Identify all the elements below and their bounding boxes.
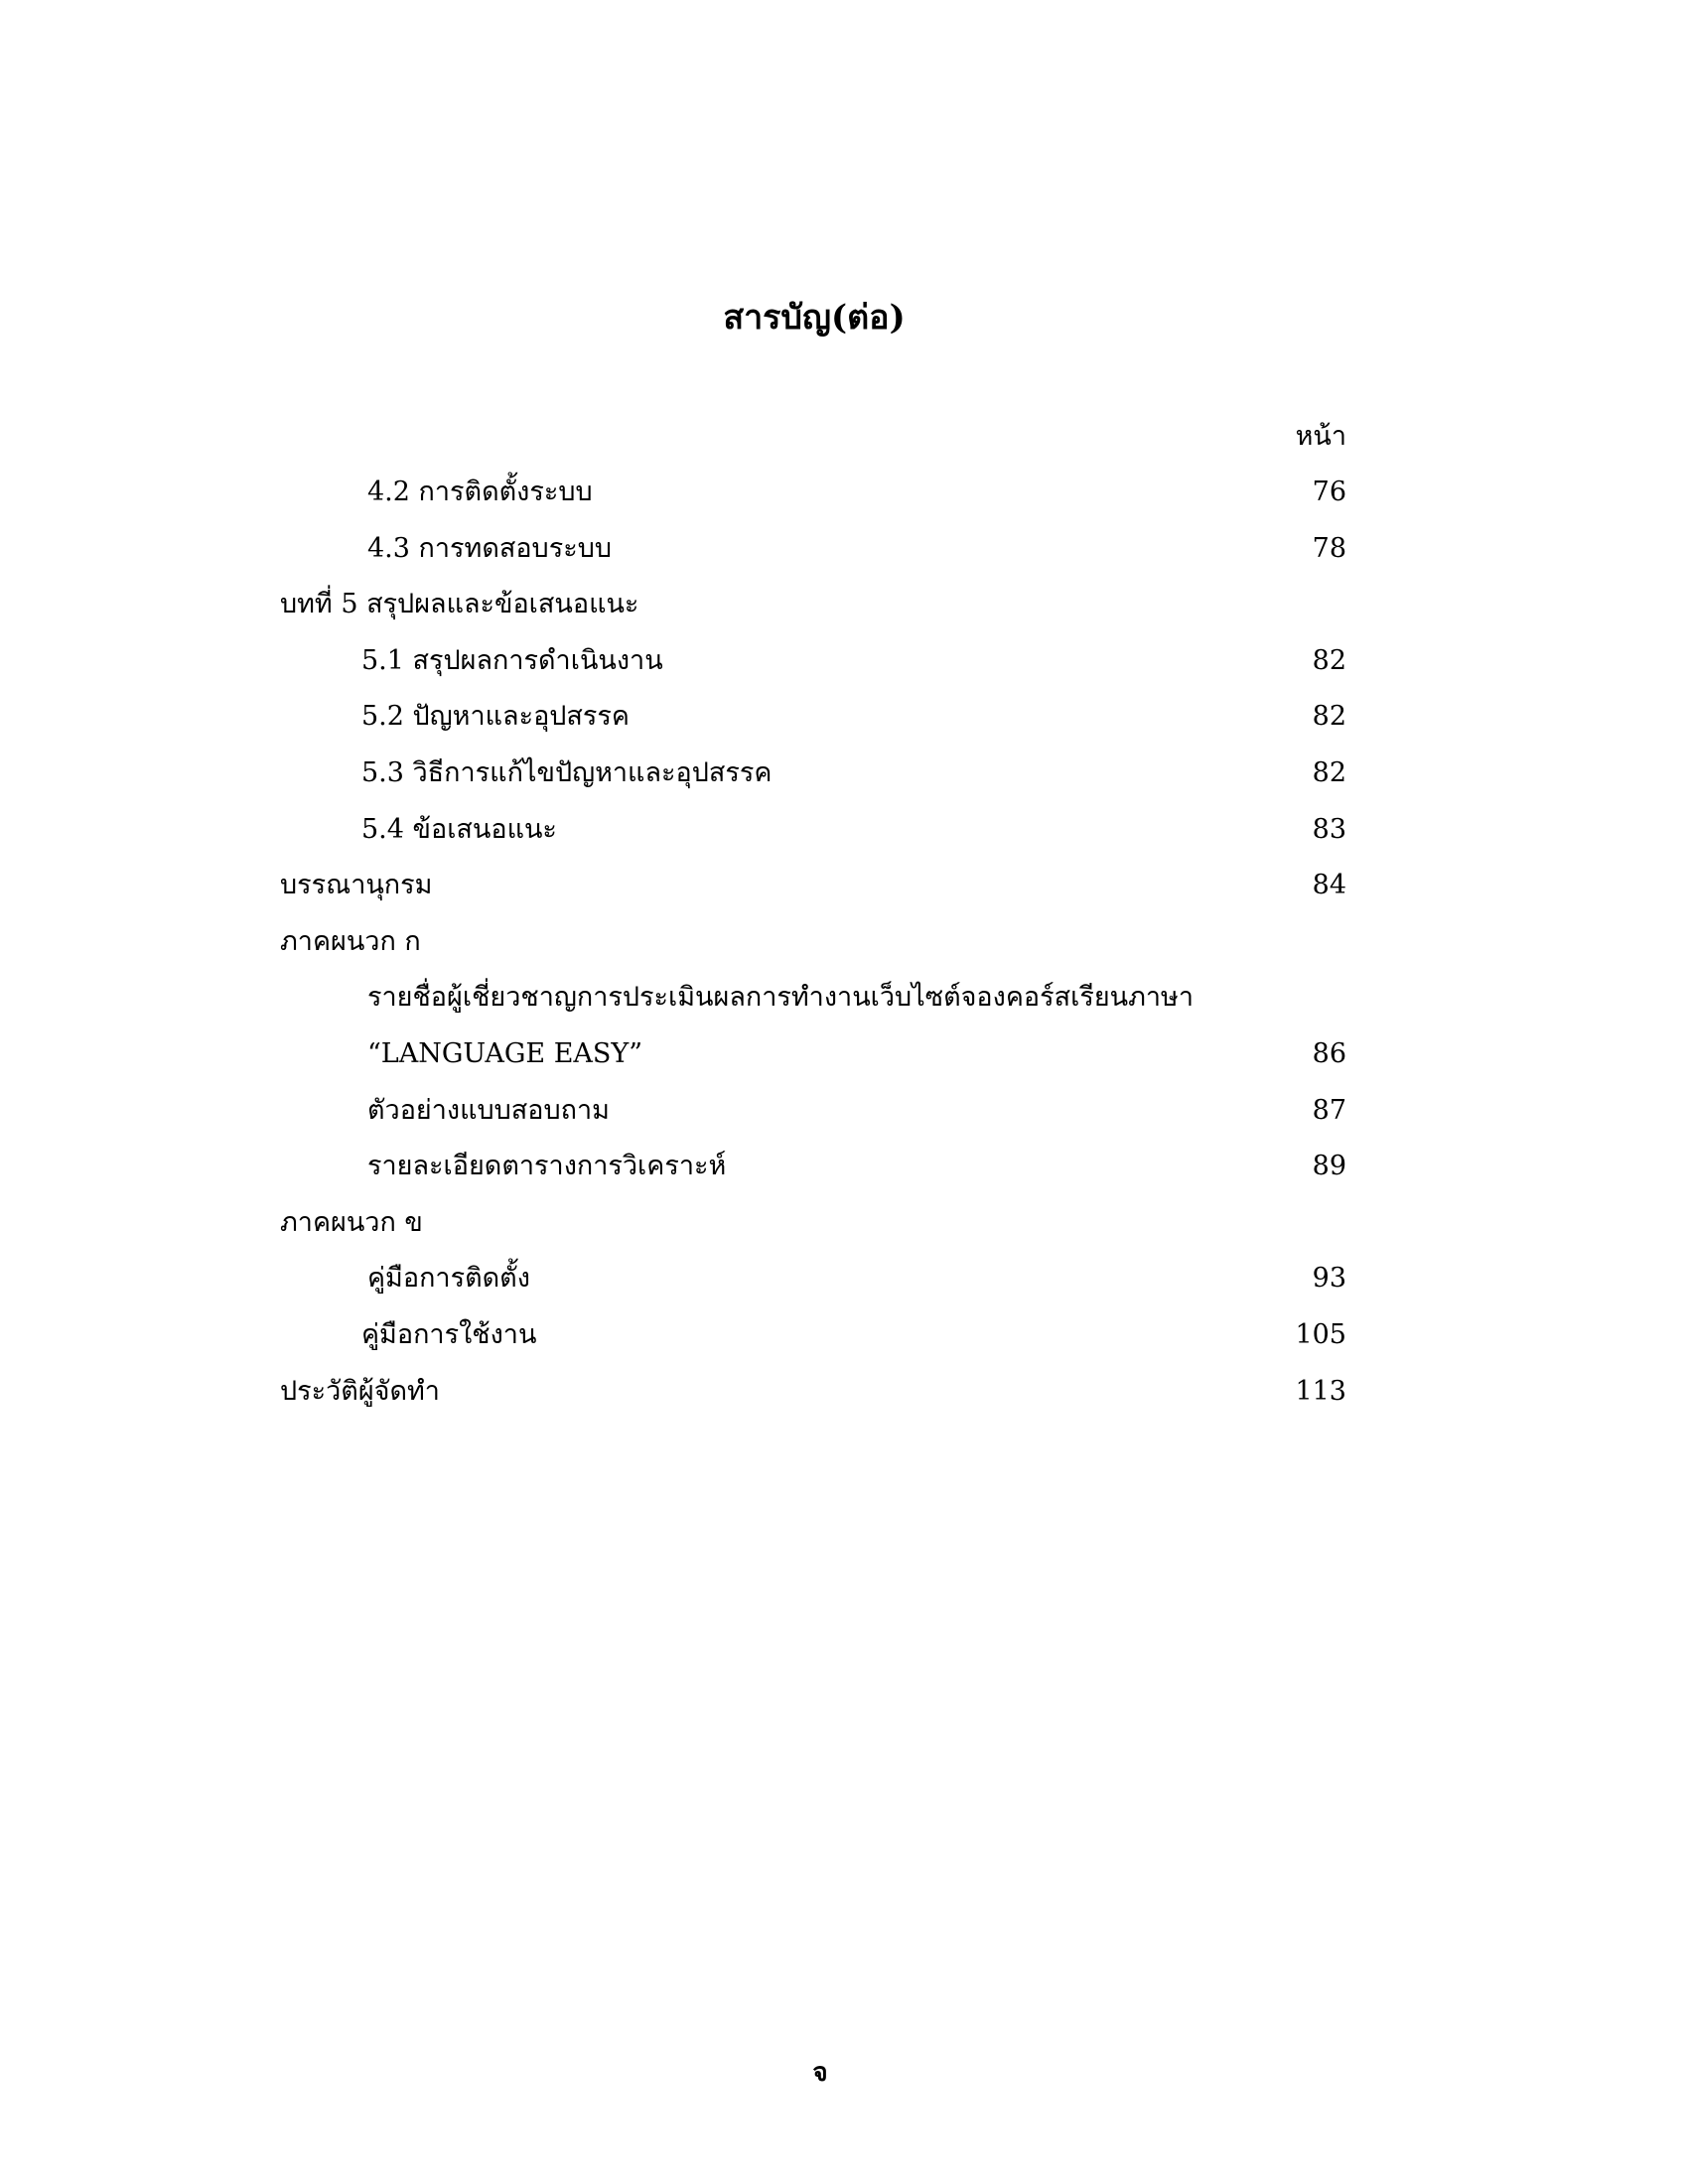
page-title: สารบัญ(ต่อ)	[723, 298, 906, 338]
toc-entry	[280, 1147, 1346, 1203]
toc-entry	[280, 1372, 1346, 1429]
toc-entry-label: ภาคผนวก ข	[280, 1206, 423, 1238]
toc-entry-label: “LANGUAGE EASY”	[367, 1037, 643, 1069]
toc-list	[280, 473, 1346, 1428]
toc-entry-page: 78	[1312, 532, 1346, 564]
toc-entry-label: รายชื่อผู้เชี่ยวชาญการประเมินผลการทำงานเว็บไซต์จองคอร์สเรียนภาษา	[367, 982, 1195, 1014]
toc-entry-page: 82	[1312, 644, 1346, 676]
page-number: จ	[812, 2058, 828, 2088]
toc-entry	[280, 866, 1346, 922]
toc-entry	[280, 585, 1346, 641]
toc-entry	[280, 922, 1346, 979]
toc-entry-label: 5.1 สรุปผลการดำเนินงาน	[361, 644, 663, 676]
toc-entry-label: ภาคผนวก ก	[280, 925, 421, 957]
toc-entry-label: 4.2 การติดตั้งระบบ	[367, 477, 593, 507]
toc-entry-label: รายละเอียดตารางการวิเคราะห์	[367, 1151, 727, 1182]
toc-entry	[280, 641, 1346, 698]
toc-entry-label: 5.3 วิธีการแก้ไขปัญหาและอุปสรรค	[361, 756, 773, 788]
toc-entry-label: บทที่ 5 สรุปผลและข้อเสนอแนะ	[280, 589, 639, 620]
toc-entry-label: 4.3 การทดสอบระบบ	[367, 532, 612, 564]
toc-entry-page: 93	[1312, 1263, 1346, 1295]
toc-entry-page: 105	[1295, 1318, 1346, 1350]
toc-entry-label: ตัวอย่างแบบสอบถาม	[367, 1094, 610, 1126]
toc-entry-page: 83	[1312, 813, 1346, 845]
page-column-header: หน้า	[1295, 421, 1346, 452]
toc-entry	[280, 697, 1346, 753]
toc-entry-page: 82	[1312, 701, 1346, 733]
toc-entry-label: 5.4 ข้อเสนอแนะ	[361, 813, 557, 845]
toc-entry	[280, 1091, 1346, 1148]
toc-entry-page: 86	[1312, 1037, 1346, 1069]
toc-entry	[280, 473, 1346, 529]
toc-entry-label: คู่มือการติดตั้ง	[367, 1263, 530, 1295]
toc-entry-page: 87	[1312, 1094, 1346, 1126]
toc-entry	[280, 1034, 1346, 1091]
toc-entry-page: 113	[1295, 1375, 1346, 1407]
toc-entry	[280, 753, 1346, 810]
toc-entry	[280, 1315, 1346, 1372]
toc-entry-label: ประวัติผู้จัดทำ	[280, 1375, 440, 1407]
toc-entry	[280, 978, 1346, 1034]
toc-entry-page: 89	[1312, 1151, 1346, 1182]
toc-entry-page: 76	[1312, 477, 1346, 507]
toc-entry-label: คู่มือการใช้งาน	[361, 1318, 537, 1350]
toc-entry	[280, 1259, 1346, 1315]
toc-entry-label: 5.2 ปัญหาและอุปสรรค	[361, 701, 630, 733]
toc-entry	[280, 1203, 1346, 1260]
toc-entry	[280, 810, 1346, 867]
toc-entry	[280, 529, 1346, 586]
toc-entry-label: บรรณานุกรม	[280, 870, 433, 901]
toc-entry-page: 84	[1312, 870, 1346, 901]
toc-entry-page: 82	[1312, 756, 1346, 788]
